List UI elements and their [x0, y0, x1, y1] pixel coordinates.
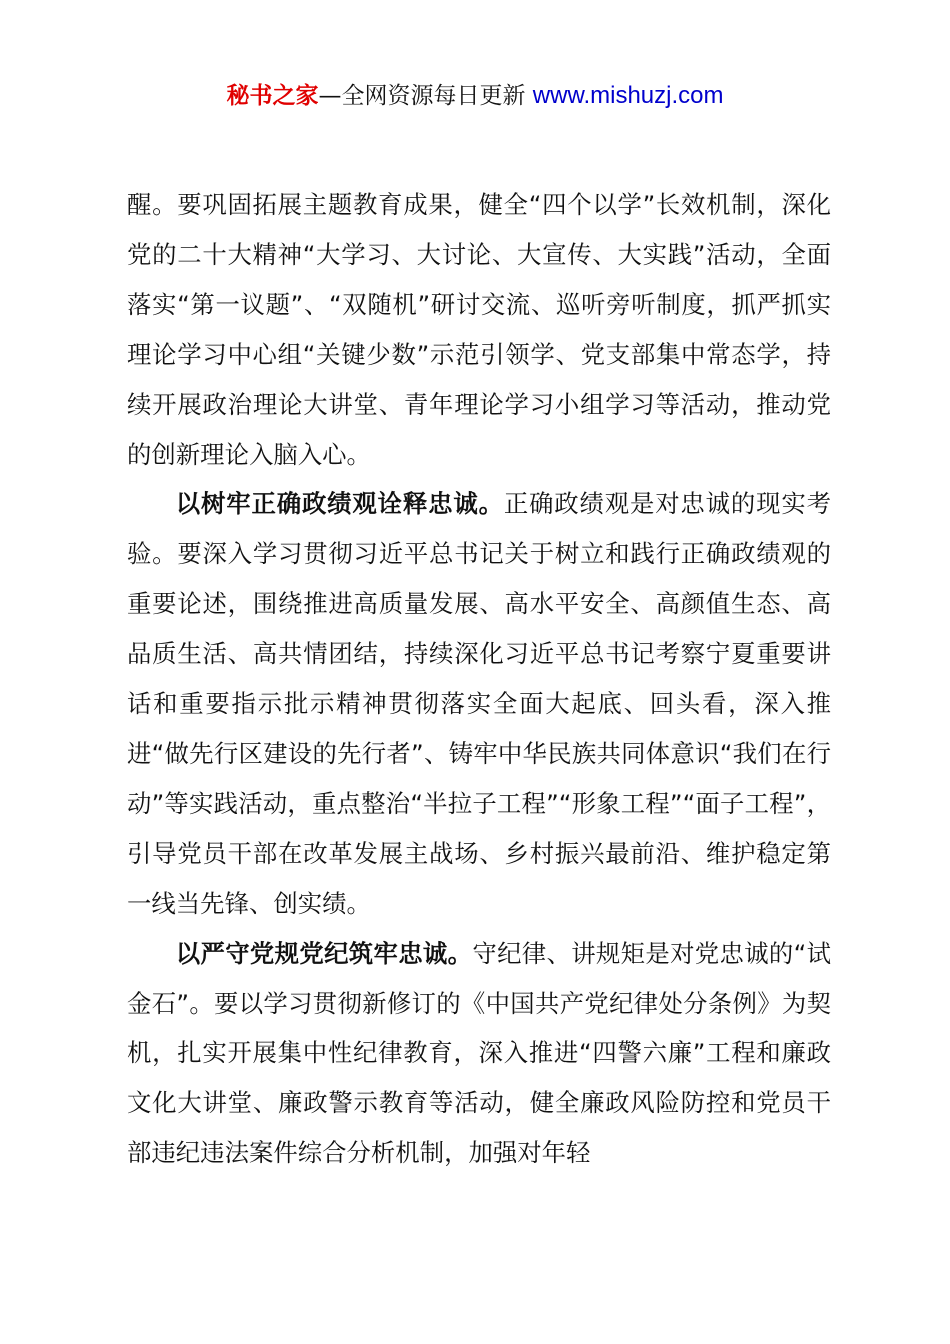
site-brand: 秘书之家: [226, 83, 319, 109]
site-header: [0, 78, 950, 114]
paragraph-lead: 以树牢正确政绩观诠释忠诚。: [175, 489, 504, 519]
paragraph-lead: 以严守党规党纪筑牢忠诚。: [175, 938, 473, 968]
document-body: [127, 180, 831, 1178]
paragraph-continuation: [127, 180, 831, 479]
site-slogan: —全网资源每日更新: [318, 83, 533, 109]
paragraph-discipline: [127, 929, 831, 1179]
paragraph-political-performance: [127, 479, 831, 928]
site-url-link[interactable]: www.mishuzj.com: [532, 82, 724, 109]
paragraph-text: 守纪律、讲规矩是对党忠诚的“试金石”。要以学习贯彻新修订的《中国共产党纪律处分条例》为契机，扎实开展集中性纪律教育，深入推进“四警六廉”工程和廉政文化大讲堂、廉政警示教育等活动，健全廉政风险防控和党员干部违纪违法案件综合分析机制，加强对年轻: [127, 938, 831, 1168]
paragraph-text: 正确政绩观是对忠诚的现实考验。要深入学习贯彻习近平总书记关于树立和践行正确政绩观的重要论述，围绕推进高质量发展、高水平安全、高颜值生态、高品质生活、高共情团结，持续深化习近平总书记考察宁夏重要讲话和重要指示批示精神贯彻落实全面大起底、回头看，深入推进“做先行区建设的先行者”、铸牢中华民族共同体意识“我们在行动”等实践活动，重点整治“半拉子工程”“形象工程”“面子工程”，引导党员干部在改革发展主战场、乡村振兴最前沿、维护稳定第一线当先锋、创实绩。: [127, 489, 831, 918]
paragraph-text: 醒。要巩固拓展主题教育成果，健全“四个以学”长效机制，深化党的二十大精神“大学习、大讨论、大宣传、大实践”活动，全面落实“第一议题”、“双随机”研讨交流、巡听旁听制度，抓严抓实理论学习中心组“关键少数”示范引领学、党支部集中常态学，持续开展政治理论大讲堂、青年理论学习小组学习等活动，推动党的创新理论入脑入心。: [127, 190, 831, 469]
